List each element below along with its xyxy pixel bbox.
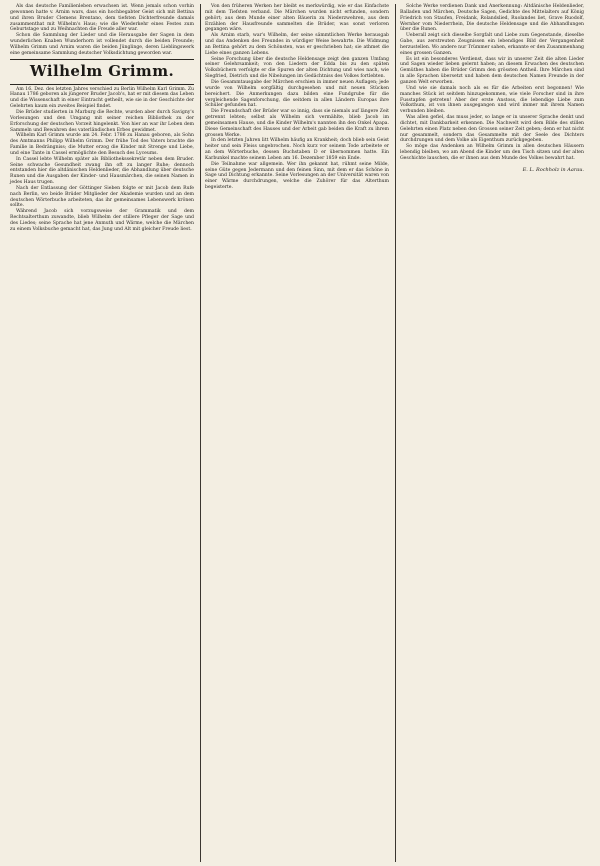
paragraph: Seine Forschung über die deutsche Heldensage zeigt den ganzen Umfang seiner Gelehrsamkeit; von den Liedern der Edda bis zu den späten Volksbüchern verfolgte er die Spuren der alten Dichtung und wies nach, wie Siegfried, Dietrich und die Nibelungen im Gedächtniss des Volkes fortlebten. <box>205 56 389 80</box>
paragraph: Die Teilnahme war allgemein. Wer ihn gekannt hat, rühmt seine Milde, seine Güte gegen Jedermann und den feinen Sinn, mit dem er das Schöne in Sage und Dichtung erkannte. Seine Vorlesungen an der Universität waren von einer Wärme durchdrungen, welche die Zuhörer für das Alterthum begeisterte. <box>205 161 389 191</box>
section-rule <box>10 59 194 60</box>
paragraph: Die Freundschaft der Brüder war so innig, dass sie niemals auf längere Zeit getrennt lebten; selbst als Wilhelm sich vermählte, blieb Jacob im gemeinsamen Hause, und die Kinder Wilhelm's nannten ihn den Onkel Apapa. Diese Gemeinschaft des Hauses und der Arbeit gab beiden die Kraft zu ihrem grossen Werke. <box>205 109 389 138</box>
paragraph: Solche Werke verdienen Dank und Anerkennung: Altdänische Heldenlieder, Balladen und Märchen, Deutsche Sagen, Gedichte des Mittelalters auf König Friedrich von Staufen, Freidank, Rolandslied, Ruolandes liet, Grave Ruodolf, Wernher vom Niederrhein, Die deutsche Heldensage und die Abhandlungen über die Runen. <box>400 4 584 33</box>
column-1 <box>10 4 194 233</box>
column-2 <box>205 4 389 191</box>
paragraph: Und wie sie damals noch als es für die Arbeiten erst begonnen! Wie manches Stück ist seitdem hinzugekommen, wie viele Forscher sind in ihre Fusstapfen getreten! Aber der erste Anstoss, die lebendige Liebe zum Volksthum, ist von ihnen ausgegangen und wird immer mit ihrem Namen verbunden bleiben. <box>400 85 584 115</box>
paragraph: In den letzten Jahren litt Wilhelm häufig an Krankheit; doch blieb sein Geist heiter und sein Fleiss ungebrochen. Noch kurz vor seinem Tode arbeitete er an dem Wörterbuche, dessen Buchstaben D er übernommen hatte. Ein Karbunkel machte seinem Leben am 16. Dezember 1859 ein Ende. <box>205 138 389 161</box>
paragraph: Als das deutsche Familienleben erwachsen ist. Wenn jemals schon vorhin gewonnen hatte v. Arnim wars, dass ein hochbegabter Geist sich mit Bettina und ihren Bruder Clemens Brentano, dem tiefsten Dichterfreunde damals zusammenthat mit Wilhelm's Haus; wie die Wiederkehr eines Festes zum Geburtstage und zu Weihnachten die Freude aller war. <box>10 4 194 33</box>
paragraph: Nach der Entlassung der Göttinger Sieben folgte er mit Jacob dem Rufe nach Berlin, wo beide Brüder Mitglieder der Akademie wurden und an dem deutschen Wörterbuche arbeiteten, das ihr gemeinsames Lebenswerk krönen sollte. <box>10 185 194 209</box>
paragraph: Ueberall zeigt sich dieselbe Sorgfalt und Liebe zum Gegenstande, dieselbe Gabe, aus zerstreuten Zeugnissen ein lebendiges Bild der Vergangenheit herzustellen. Wo andere nur Trümmer sahen, erkannte er den Zusammenhang eines grossen Ganzen. <box>400 33 584 56</box>
paragraph: Die Brüder studierten in Marburg die Rechte, wurden aber durch Savigny's Vorlesungen und den Umgang mit seiner reichen Bibliothek zu der Erforschung der deutschen Vorzeit hingelenkt. Von hier an war ihr Leben dem Sammeln und Bewahren des vaterländischen Erbes gewidmet. <box>10 109 194 133</box>
column-3 <box>400 4 584 174</box>
paragraph: Als Arnim starb, war's Wilhelm, der seine sämmtlichen Werke herausgab und das Andenken des Freundes in würdiger Weise bewahrte. Die Widmung an Bettina gehört zu dem Schönsten, was er geschrieben hat; sie athmet die Liebe eines ganzen Lebens. <box>205 33 389 56</box>
paragraph: In Cassel lebte Wilhelm später als Bibliothekssekretär neben dem Bruder. Seine schwache Gesundheit zwang ihn oft zu langer Ruhe; dennoch entstanden hier die altdänischen Heldenlieder, die Abhandlung über deutsche Runen und die Ausgaben der Kinder- und Hausmärchen, die seinen Namen in jedes Haus trugen. <box>10 156 194 186</box>
paragraph: Von den früheren Werken her bleibt es merkwürdig, wie er das Einfachste mit dem Tiefsten verband. Die Märchen wurden nicht erfunden, sondern gehört; aus dem Munde einer alten Bäuerin zu Niederzwehren, aus dem Erzählen der Hausfreunde sammelten die Brüder, was sonst verloren gegangen wäre. <box>205 4 389 33</box>
section-rule <box>10 84 194 85</box>
article-title: Wilhelm Grimm. <box>29 61 175 80</box>
paragraph: Am 16. Dez. des letzten Jahres verschied zu Berlin Wilhelm Karl Grimm. Zu Hanau 1786 geboren als jüngerer Bruder Jacob's, hat er mit diesem das Leben und die Wissenschaft in einer Eintracht getheilt, wie sie in der Geschichte der Gelehrten kaum ein zweites Beispiel findet. <box>10 86 194 110</box>
column-divider <box>395 4 396 862</box>
paragraph: So möge das Andenken an Wilhelm Grimm in allen deutschen Häusern lebendig bleiben, wo am Abend die Kinder um den Tisch sitzen und der alten Geschichte lauschen, die er ihnen aus dem Munde des Volkes bewahrt hat. <box>400 144 584 161</box>
paragraph: Während Jacob sich vorzugsweise der Grammatik und dem Rechtsalterthum zuwandte, blieb Wilhelm der stillere Pfleger der Sage und des Liedes; seine Sprache hat jene Anmuth und Wärme, welche die Märchen zu einem Volksbuche gemacht hat, das Jung und Alt mit gleicher Freude liest. <box>10 209 194 232</box>
paragraph: Was allen gefiel, das muss jeder, so lange er in unserer Sprache denkt und dichtet, mit Dankbarkeit erkennen. Die Nachwelt wird dem Bilde des stillen Gelehrten einen Platz neben den Grossen seiner Zeit geben; denn er hat nicht nur gesammelt, sondern das Gesammelte mit der Seele des Dichters durchdrungen und dem Volke als Eigenthum zurückgegeben. <box>400 115 584 144</box>
author-byline: E. L. Rochholz in Aarau. <box>522 166 584 173</box>
paragraph: Schon die Sammlung der Lieder und die Herausgabe der Sagen in dem wunderlichen Knaben Wunderhorn ist vollendet durch die beiden Freunde; Wilhelm Grimm und Arnim waren die beiden Jünglinge, deren Lieblingswerk eine gemeinsame Sammlung deutscher Volksdichtung geworden war. <box>10 33 194 56</box>
paragraph: Die Gesammtausgabe der Märchen erschien in immer neuen Auflagen; jede wurde von Wilhelm sorgfältig durchgesehen und mit neuen Stücken bereichert. Die Anmerkungen dazu bilden eine Fundgrube für die vergleichende Sagenforschung, die seitdem in allen Ländern Europas ihre Schüler gefunden hat. <box>205 79 389 109</box>
column-divider <box>200 4 201 862</box>
paragraph: Es ist ein besonderes Verdienst, dass wir in unserer Zeit die alten Lieder und Sagen wieder lieben gelernt haben; an diesem Erwachen des deutschen Gemüthes haben die Brüder Grimm den grössten Antheil. Ihre Märchen sind in alle Sprachen übersetzt und haben dem deutschen Namen Freunde in der ganzen Welt erworben. <box>400 56 584 85</box>
paragraph: Wilhelm Karl Grimm wurde am 24. Febr. 1786 zu Hanau geboren, als Sohn des Amtmanns Philipp Wilhelm Grimm. Der frühe Tod des Vaters brachte die Familie in Bedrängniss; die Mutter erzog die Kinder mit Strenge und Liebe, und eine Tante in Cassel ermöglichte den Besuch des Lyceums. <box>10 133 194 156</box>
